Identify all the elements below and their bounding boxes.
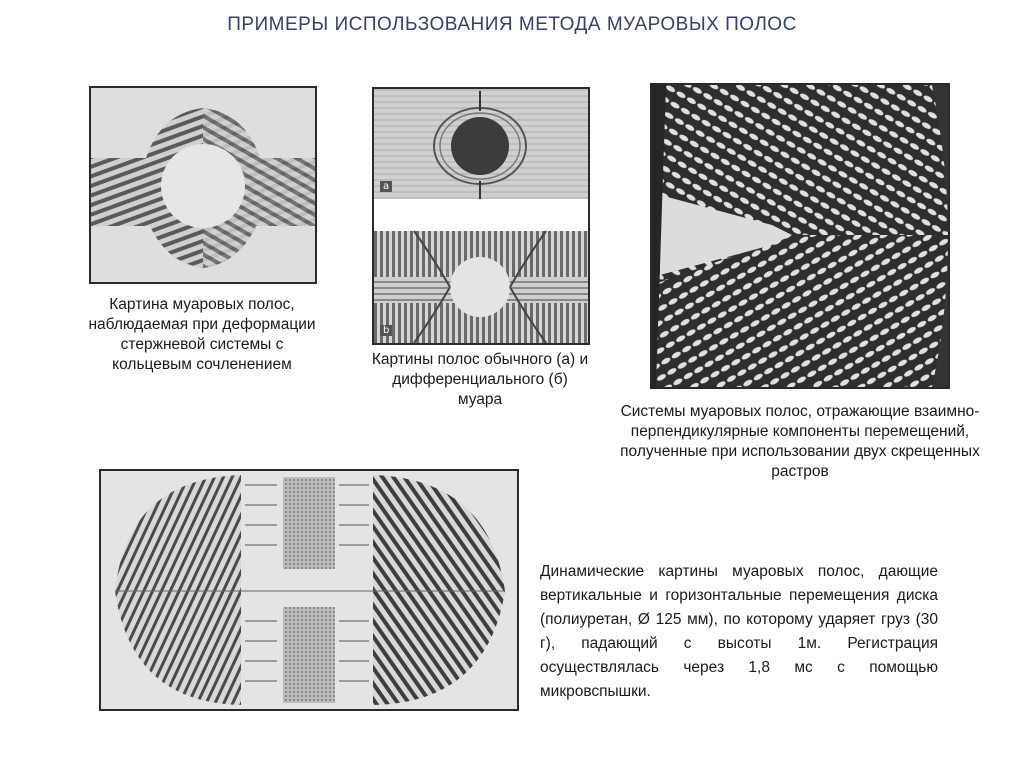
dynamic-disk-drawing [101,471,517,709]
ordinary-differential-caption: Картины полос обычного (а) и дифференциального (б) муара [371,351,589,408]
moire-ring-joint-image [89,86,317,284]
panel-b-label: b [380,325,392,336]
ring-joint-drawing [91,88,315,282]
crossed-gratings-moire-image [650,83,950,389]
panel-a-label: а [380,181,392,192]
moire-ab-drawing [374,89,588,343]
ring-joint-caption: Картина муаровых полос, наблюдаемая при деформации стержневой системы с кольцевым сочленением [88,296,316,373]
dynamic-disk-moire-image [99,469,519,711]
dynamic-disk-caption: Динамические картины муаровых полос, дающие вертикальные и горизонтальные перемещения диска (полиуретан, Ø 125 мм), по которому ударяет груз (30 г), падающий с высоты 1м. Регистрация осуществлялась через 1,8 мс с помощью микровспышки. [540,563,938,700]
crossed-gratings-drawing [652,85,948,387]
ordinary-differential-moire-image [372,87,590,345]
slide-title: ПРИМЕРЫ ИСПОЛЬЗОВАНИЯ МЕТОДА МУАРОВЫХ ПОЛОС [227,14,797,35]
crossed-gratings-caption: Системы муаровых полос, отражающие взаимно-перпендикулярные компоненты перемещений, полученные при использовании двух скрещенных растров [620,403,980,480]
